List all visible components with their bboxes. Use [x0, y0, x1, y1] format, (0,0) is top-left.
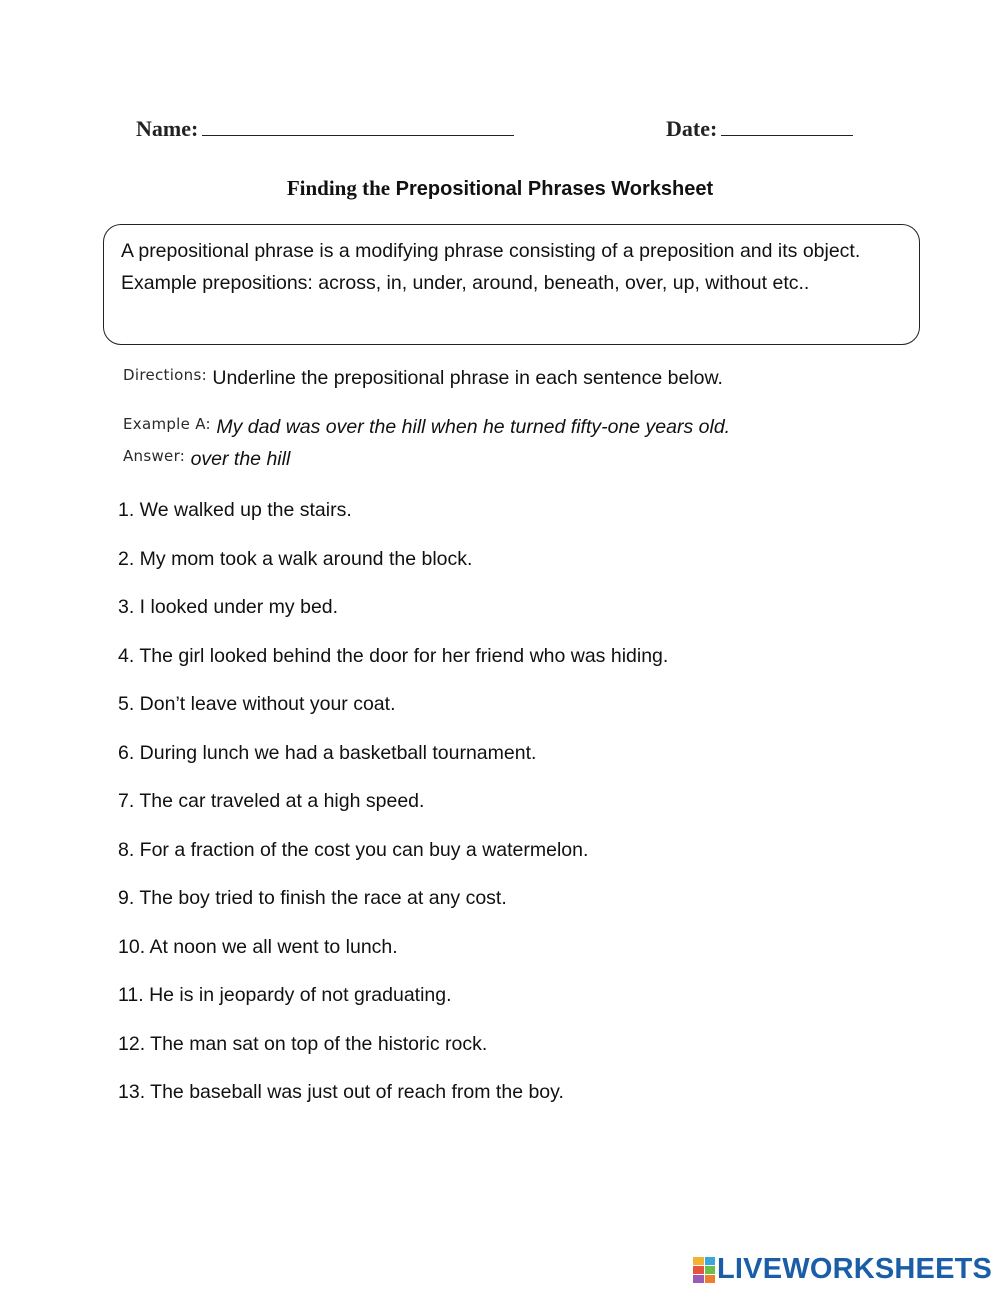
question-item[interactable]: 13. The baseball was just out of reach from the boy.	[118, 1081, 564, 1103]
directions-line	[123, 367, 723, 390]
question-item[interactable]: 4. The girl looked behind the door for her friend who was hiding.	[118, 644, 669, 667]
logo-square	[693, 1257, 704, 1265]
answer-text: over the hill	[190, 448, 291, 470]
question-item[interactable]: 12. The man sat on top of the historic rock.	[118, 1032, 488, 1055]
question-item[interactable]: 7. The car traveled at a high speed.	[118, 790, 425, 812]
example-label: Example A:	[123, 415, 211, 433]
answer-label: Answer:	[123, 447, 186, 465]
question-item[interactable]: 9. The boy tried to finish the race at any cost.	[118, 887, 507, 909]
question-item[interactable]: 2. My mom took a walk around the block.	[118, 547, 473, 570]
logo-square	[705, 1266, 716, 1274]
date-blank-line[interactable]	[721, 117, 853, 136]
definition-text: A prepositional phrase is a modifying phrase consisting of a preposition and its object.	[121, 240, 861, 262]
logo-square	[705, 1275, 716, 1283]
question-item[interactable]: 5. Don’t leave without your coat.	[118, 693, 396, 715]
answer-line	[123, 448, 290, 471]
name-field	[136, 116, 514, 142]
definition-examples: Example prepositions: across, in, under, around, beneath, over, up, without etc..	[121, 272, 810, 294]
logo-mark-icon	[693, 1257, 715, 1283]
question-item[interactable]: 10. At noon we all went to lunch.	[118, 935, 398, 958]
title-part-1: Finding the	[286, 176, 391, 200]
definition-box	[103, 224, 920, 345]
question-list	[118, 496, 668, 1127]
date-label: Date:	[666, 116, 718, 141]
date-field	[666, 116, 853, 142]
title-part-2: Prepositional Phrases Worksheet	[395, 178, 714, 200]
question-item[interactable]: 11. He is in jeopardy of not graduating.	[118, 984, 452, 1006]
name-label: Name:	[136, 116, 199, 141]
logo-square	[693, 1266, 704, 1274]
logo-square	[693, 1275, 704, 1283]
question-item[interactable]: 3. I looked under my bed.	[118, 596, 339, 618]
logo-square	[705, 1257, 716, 1265]
example-text: My dad was over the hill when he turned fifty-one years old.	[216, 416, 731, 438]
logo-text: LIVEWORKSHEETS	[717, 1253, 993, 1285]
liveworksheets-logo[interactable]	[693, 1253, 992, 1286]
name-blank-line[interactable]	[202, 117, 514, 136]
directions-label: Directions:	[123, 366, 207, 384]
page-title	[0, 176, 1000, 201]
example-line	[123, 416, 730, 439]
question-item[interactable]: 6. During lunch we had a basketball tournament.	[118, 741, 537, 764]
directions-text: Underline the prepositional phrase in each sentence below.	[212, 367, 723, 389]
question-item[interactable]: 1. We walked up the stairs.	[118, 499, 352, 521]
question-item[interactable]: 8. For a fraction of the cost you can buy a watermelon.	[118, 838, 589, 861]
